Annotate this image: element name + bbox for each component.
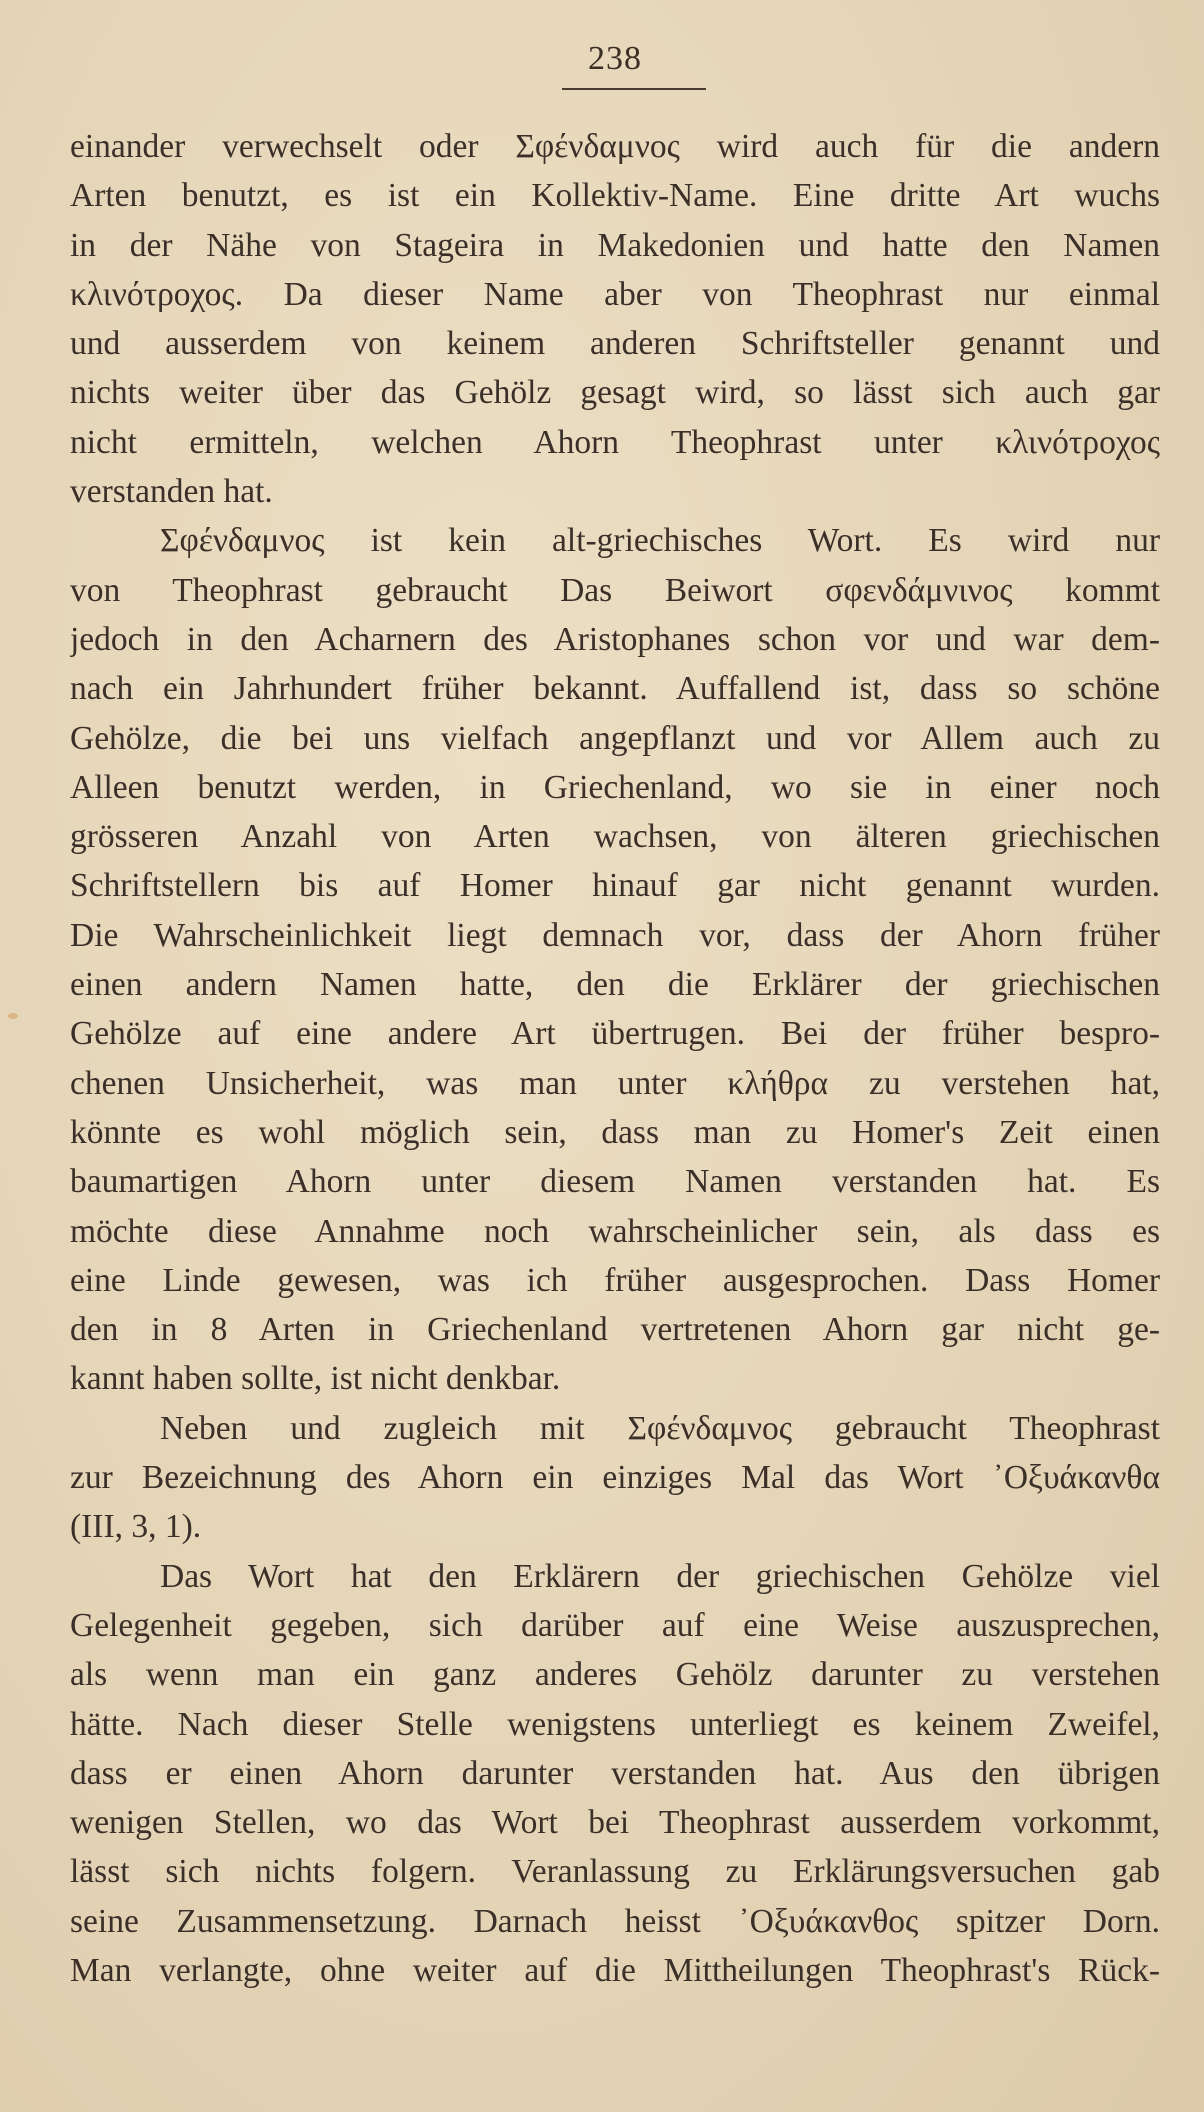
text-line: nichts weiter über das Gehölz gesagt wird, so lässt sich auch gar (70, 374, 1160, 412)
text-line: κλινότροχος. Da dieser Name aber von Theophrast nur einmal (70, 275, 1160, 313)
text-line: Man verlangte, ohne weiter auf die Mittheilungen Theophrast's Rück- (70, 1951, 1160, 1989)
text-line: einander verwechselt oder Σφένδαμνος wird auch für die andern (70, 128, 1160, 165)
text-line: Gehölze auf eine andere Art übertrugen. Bei der früher bespro- (70, 1015, 1160, 1053)
text-line: verstanden hat. (70, 473, 273, 511)
text-line: Arten benutzt, es ist ein Kollektiv-Name. Eine dritte Art wuchs (70, 177, 1160, 215)
text-line: eine Linde gewesen, was ich früher ausgesprochen. Dass Homer (70, 1261, 1160, 1299)
text-line: Alleen benutzt werden, in Griechenland, wo sie in einer noch (70, 768, 1160, 806)
text-line: Neben und zugleich mit Σφένδαμνος gebraucht Theophrast (160, 1409, 1160, 1447)
header-rule (562, 88, 706, 90)
text-line: könnte es wohl möglich sein, dass man zu Homer's Zeit einen (70, 1113, 1160, 1151)
text-line: wenigen Stellen, wo das Wort bei Theophrast ausserdem vorkommt, (70, 1804, 1160, 1842)
text-line: als wenn man ein ganz anderes Gehölz darunter zu verstehen (70, 1656, 1160, 1694)
text-line: Die Wahrscheinlichkeit liegt demnach vor, dass der Ahorn früher (70, 916, 1160, 954)
text-line: Gelegenheit gegeben, sich darüber auf eine Weise auszusprechen, (70, 1606, 1160, 1644)
text-line: und ausserdem von keinem anderen Schriftsteller genannt und (70, 325, 1160, 363)
text-line: grösseren Anzahl von Arten wachsen, von älteren griechischen (70, 818, 1160, 856)
text-line: seine Zusammensetzung. Darnach heisst ᾿Οξυάκανθος spitzer Dorn. (70, 1902, 1160, 1940)
text-line: nicht ermitteln, welchen Ahorn Theophrast unter κλινότροχος (70, 423, 1160, 461)
text-line: in der Nähe von Stageira in Makedonien und hatte den Namen (70, 226, 1160, 264)
text-line: Das Wort hat den Erklärern der griechischen Gehölze viel (160, 1557, 1160, 1595)
text-line: Σφένδαμνος ist kein alt-griechisches Wort. Es wird nur (160, 522, 1160, 560)
text-line: Schriftstellern bis auf Homer hinauf gar nicht genannt wurden. (70, 867, 1160, 905)
text-line: nach ein Jahrhundert früher bekannt. Auffallend ist, dass so schöne (70, 670, 1160, 708)
text-line: hätte. Nach dieser Stelle wenigstens unterliegt es keinem Zweifel, (70, 1705, 1160, 1743)
text-line: einen andern Namen hatte, den die Erklärer der griechischen (70, 966, 1160, 1004)
text-line: jedoch in den Acharnern des Aristophanes schon vor und war dem- (70, 620, 1160, 658)
text-line: dass er einen Ahorn darunter verstanden hat. Aus den übrigen (70, 1754, 1160, 1792)
text-line: von Theophrast gebraucht Das Beiwort σφενδάμνινος kommt (70, 571, 1160, 609)
text-line: chenen Unsicherheit, was man unter κλήθρα zu verstehen hat, (70, 1064, 1160, 1102)
text-line: baumartigen Ahorn unter diesem Namen verstanden hat. Es (70, 1163, 1160, 1201)
page-number: 238 (588, 40, 642, 77)
ink-smudge (8, 1013, 18, 1019)
text-line: (III, 3, 1). (70, 1508, 202, 1546)
text-line: Gehölze, die bei uns vielfach angepflanzt und vor Allem auch zu (70, 719, 1160, 757)
text-line: lässt sich nichts folgern. Veranlassung zu Erklärungsversuchen gab (70, 1853, 1160, 1891)
text-line: möchte diese Annahme noch wahrscheinlicher sein, als dass es (70, 1212, 1160, 1250)
text-line: kannt haben sollte, ist nicht denkbar. (70, 1360, 561, 1398)
text-line: zur Bezeichnung des Ahorn ein einziges Mal das Wort ᾿Οξυάκανθα (70, 1459, 1160, 1497)
body-text (70, 122, 1160, 1995)
text-line: den in 8 Arten in Griechenland vertretenen Ahorn gar nicht ge- (70, 1311, 1160, 1349)
